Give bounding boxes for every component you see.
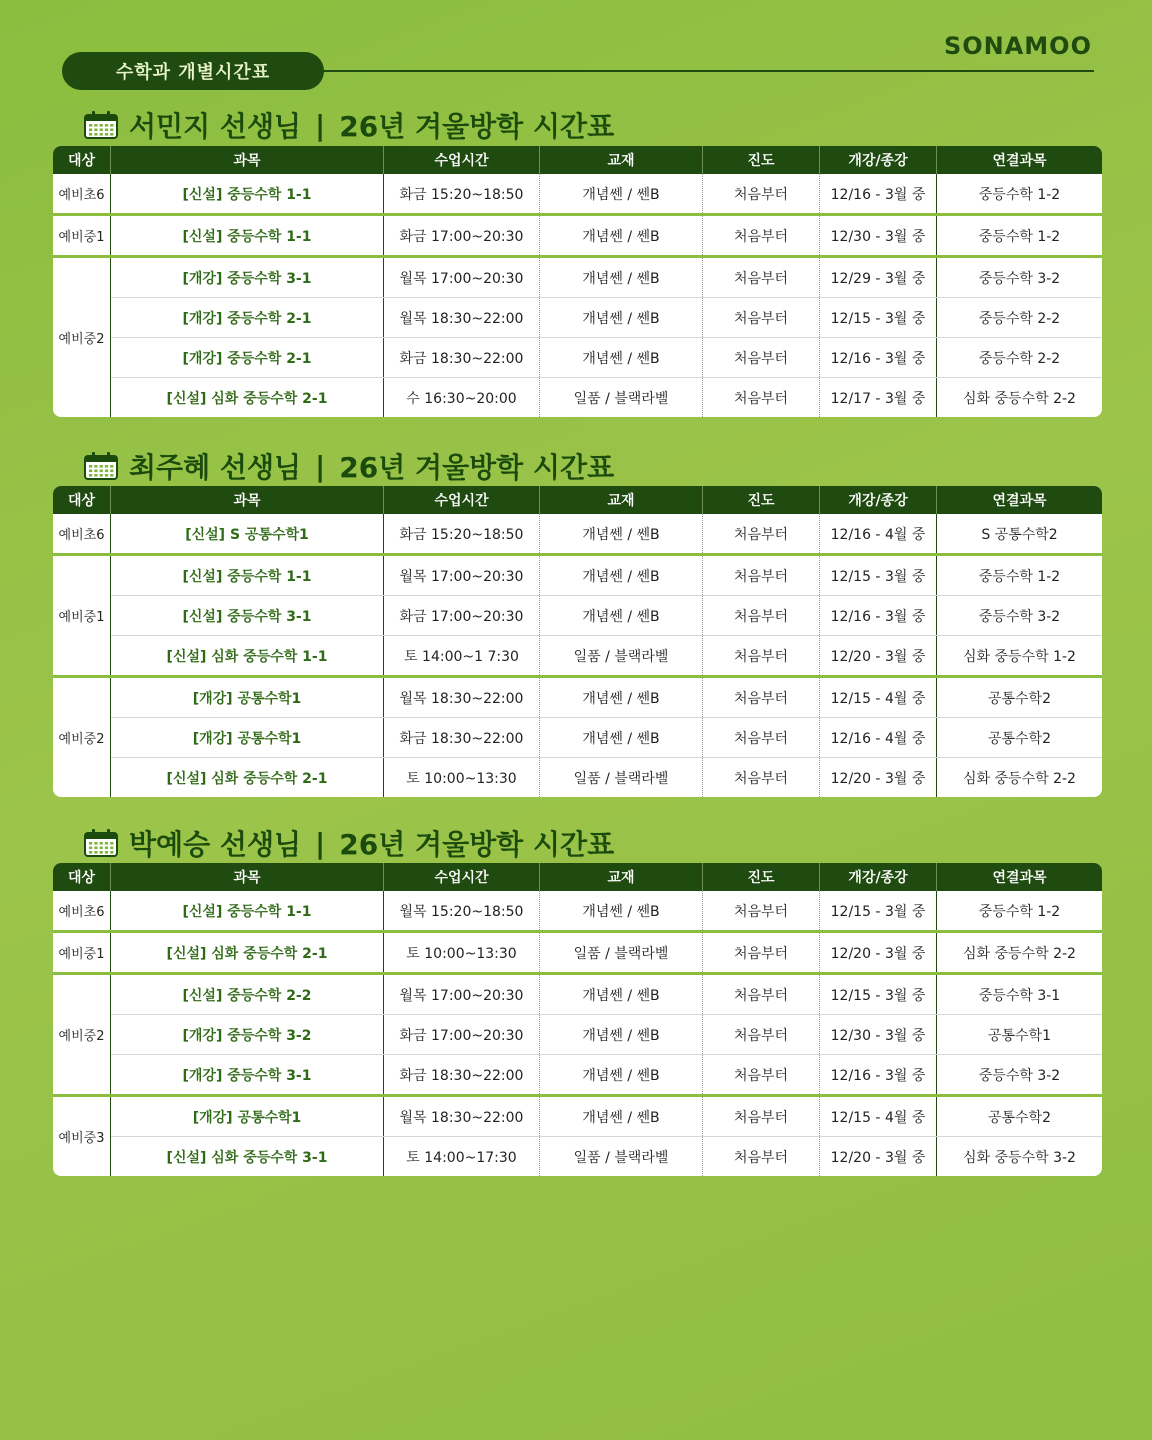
column-header: 교재	[540, 863, 703, 891]
table-cell: 화금 17:00~20:30	[384, 596, 540, 635]
teacher-name: 서민지 선생님	[129, 110, 302, 143]
column-header: 진도	[703, 486, 820, 514]
table-cell: [신설] 심화 중등수학 2-1	[111, 933, 384, 972]
table-cell: [신설] 중등수학 3-1	[111, 596, 384, 635]
column-header: 진도	[703, 146, 820, 174]
table-cell: 월목 18:30~22:00	[384, 1097, 540, 1136]
group-rows	[111, 514, 1102, 553]
table-cell: [개강] 공통수학1	[111, 678, 384, 717]
column-header: 수업시간	[384, 486, 540, 514]
table-row	[111, 377, 1102, 417]
column-header: 연결과목	[992, 153, 1047, 169]
table-row	[111, 891, 1102, 930]
table-cell: [신설] 중등수학 1-1	[111, 891, 384, 930]
table-cell: 처음부터	[703, 1097, 820, 1136]
target-cell: 예비중1	[53, 216, 111, 255]
brand-logo: SONAMOO	[943, 32, 1092, 60]
group-rows	[111, 891, 1102, 930]
schedule-subtitle: 26년 겨울방학 시간표	[339, 828, 615, 861]
table-cell: 중등수학 3-2	[978, 608, 1061, 625]
table-cell: [개강] 중등수학 3-1	[111, 258, 384, 297]
table-row	[111, 556, 1102, 595]
column-header: 과목	[111, 863, 384, 891]
table-cell: 월목 18:30~22:00	[384, 678, 540, 717]
table-cell: 12/30 - 3월 중	[820, 216, 937, 255]
table-cell: 처음부터	[703, 1137, 820, 1176]
table-cell: 화금 17:00~20:30	[384, 216, 540, 255]
table-row	[111, 595, 1102, 635]
table-cell: 공통수학1	[987, 1027, 1051, 1044]
table-cell: [개강] 중등수학 3-2	[111, 1015, 384, 1054]
divider	[317, 70, 1094, 72]
table-group	[53, 553, 1102, 675]
group-rows	[111, 216, 1102, 255]
table-cell: [신설] 중등수학 2-2	[111, 975, 384, 1014]
top-bar	[62, 52, 1094, 92]
table-cell: 토 14:00~17:30	[384, 1137, 540, 1176]
table-cell: 화금 18:30~22:00	[384, 1055, 540, 1094]
table-row	[111, 297, 1102, 337]
table-cell: [신설] 중등수학 1-1	[111, 174, 384, 213]
table-cell: 개념쎈 / 쎈B	[540, 1055, 703, 1094]
table-cell: 처음부터	[703, 514, 820, 553]
table-row	[111, 1014, 1102, 1054]
schedule-subtitle: 26년 겨울방학 시간표	[339, 451, 615, 484]
table-cell: 12/20 - 3월 중	[820, 933, 937, 972]
table-cell: 12/15 - 4월 중	[820, 678, 937, 717]
table-row	[111, 174, 1102, 213]
table-cell: [개강] 공통수학1	[111, 718, 384, 757]
table-cell: 개념쎈 / 쎈B	[540, 298, 703, 337]
table-cell: 12/16 - 3월 중	[820, 596, 937, 635]
table-cell: 12/16 - 3월 중	[820, 1055, 937, 1094]
group-rows	[111, 678, 1102, 797]
table-cell: 처음부터	[703, 975, 820, 1014]
table-cell: [신설] S 공통수학1	[111, 514, 384, 553]
table-cell: 개념쎈 / 쎈B	[540, 1097, 703, 1136]
table-cell: 개념쎈 / 쎈B	[540, 718, 703, 757]
column-header: 수업시간	[384, 863, 540, 891]
target-cell: 예비중1	[53, 933, 111, 972]
schedule-table	[53, 486, 1102, 797]
column-header: 대상	[53, 146, 111, 174]
column-header: 과목	[111, 146, 384, 174]
table-cell: 처음부터	[703, 891, 820, 930]
table-row	[111, 258, 1102, 297]
section-title	[83, 823, 614, 863]
column-header: 교재	[540, 486, 703, 514]
table-row	[111, 757, 1102, 797]
table-cell: 12/16 - 3월 중	[820, 174, 937, 213]
table-row	[111, 975, 1102, 1014]
section-title	[83, 446, 614, 486]
column-header: 연결과목	[992, 493, 1047, 509]
table-cell: 개념쎈 / 쎈B	[540, 975, 703, 1014]
target-cell: 예비중1	[53, 556, 111, 675]
calendar-icon	[83, 110, 119, 140]
column-header: 대상	[53, 863, 111, 891]
table-cell: 토 10:00~13:30	[384, 933, 540, 972]
table-cell: 처음부터	[703, 216, 820, 255]
table-cell: 12/20 - 3월 중	[820, 1137, 937, 1176]
table-cell: [신설] 심화 중등수학 2-1	[111, 758, 384, 797]
table-row	[111, 337, 1102, 377]
table-cell: 12/15 - 4월 중	[820, 1097, 937, 1136]
table-cell: 개념쎈 / 쎈B	[540, 338, 703, 377]
table-cell: S 공통수학2	[981, 526, 1058, 543]
table-cell: [신설] 중등수학 1-1	[111, 216, 384, 255]
column-header: 수업시간	[384, 146, 540, 174]
table-cell: 토 10:00~13:30	[384, 758, 540, 797]
group-rows	[111, 174, 1102, 213]
table-cell: 12/16 - 3월 중	[820, 338, 937, 377]
table-cell: 일품 / 블랙라벨	[540, 758, 703, 797]
table-cell: [신설] 심화 중등수학 1-1	[111, 636, 384, 675]
group-rows	[111, 556, 1102, 675]
table-cell: [개강] 공통수학1	[111, 1097, 384, 1136]
target-cell: 예비초6	[53, 514, 111, 553]
table-row	[111, 933, 1102, 972]
table-cell: 개념쎈 / 쎈B	[540, 556, 703, 595]
table-header	[53, 146, 1102, 174]
title-separator: |	[315, 826, 326, 860]
table-row	[111, 678, 1102, 717]
schedule-table	[53, 863, 1102, 1176]
column-header: 연결과목	[992, 870, 1047, 886]
table-cell: 심화 중등수학 2-2	[963, 390, 1076, 407]
table-cell: 월목 18:30~22:00	[384, 298, 540, 337]
table-cell: 처음부터	[703, 378, 820, 417]
table-cell: 일품 / 블랙라벨	[540, 1137, 703, 1176]
group-rows	[111, 975, 1102, 1094]
table-cell: 심화 중등수학 3-2	[963, 1149, 1076, 1166]
teacher-name: 박예승 선생님	[129, 828, 302, 861]
table-cell: 월목 15:20~18:50	[384, 891, 540, 930]
table-row	[111, 1054, 1102, 1094]
table-cell: 중등수학 1-2	[978, 228, 1061, 245]
column-header: 대상	[53, 486, 111, 514]
table-cell: 처음부터	[703, 718, 820, 757]
table-cell: 월목 17:00~20:30	[384, 975, 540, 1014]
table-cell: 12/16 - 4월 중	[820, 514, 937, 553]
group-rows	[111, 258, 1102, 417]
column-header: 과목	[111, 486, 384, 514]
table-cell: 처음부터	[703, 556, 820, 595]
table-cell: 공통수학2	[987, 730, 1051, 747]
table-cell: 처음부터	[703, 933, 820, 972]
table-cell: 심화 중등수학 2-2	[963, 770, 1076, 787]
table-row	[111, 1097, 1102, 1136]
table-cell: 처음부터	[703, 596, 820, 635]
table-cell: 처음부터	[703, 338, 820, 377]
table-header	[53, 486, 1102, 514]
table-cell: 공통수학2	[987, 1109, 1051, 1126]
column-header: 개강/종강	[820, 863, 937, 891]
table-group	[53, 174, 1102, 213]
column-header: 교재	[540, 146, 703, 174]
table-cell: 중등수학 1-2	[978, 568, 1061, 585]
table-cell: 처음부터	[703, 1015, 820, 1054]
table-cell: 12/15 - 3월 중	[820, 891, 937, 930]
table-cell: 일품 / 블랙라벨	[540, 636, 703, 675]
table-cell: 일품 / 블랙라벨	[540, 378, 703, 417]
table-cell: 심화 중등수학 1-2	[963, 648, 1076, 665]
table-cell: 개념쎈 / 쎈B	[540, 174, 703, 213]
table-cell: 처음부터	[703, 678, 820, 717]
table-group	[53, 514, 1102, 553]
target-cell: 예비중2	[53, 975, 111, 1094]
table-cell: 중등수학 1-2	[978, 903, 1061, 920]
group-rows	[111, 1097, 1102, 1176]
table-cell: 개념쎈 / 쎈B	[540, 216, 703, 255]
table-cell: 심화 중등수학 2-2	[963, 945, 1076, 962]
table-group	[53, 891, 1102, 930]
table-cell: [신설] 중등수학 1-1	[111, 556, 384, 595]
table-cell: [신설] 심화 중등수학 3-1	[111, 1137, 384, 1176]
table-group	[53, 213, 1102, 255]
calendar-icon	[83, 828, 119, 858]
table-row	[111, 216, 1102, 255]
table-cell: 개념쎈 / 쎈B	[540, 514, 703, 553]
calendar-icon	[83, 451, 119, 481]
column-header: 진도	[703, 863, 820, 891]
table-cell: 화금 15:20~18:50	[384, 514, 540, 553]
table-cell: 처음부터	[703, 758, 820, 797]
table-cell: 12/15 - 3월 중	[820, 975, 937, 1014]
table-cell: 12/20 - 3월 중	[820, 636, 937, 675]
table-cell: 12/15 - 3월 중	[820, 298, 937, 337]
table-header	[53, 863, 1102, 891]
table-group	[53, 1094, 1102, 1176]
schedule-table	[53, 146, 1102, 417]
table-cell: 12/15 - 3월 중	[820, 556, 937, 595]
table-cell: 12/20 - 3월 중	[820, 758, 937, 797]
table-group	[53, 255, 1102, 417]
table-cell: 개념쎈 / 쎈B	[540, 596, 703, 635]
table-row	[111, 717, 1102, 757]
table-cell: 처음부터	[703, 174, 820, 213]
table-cell: 처음부터	[703, 636, 820, 675]
table-cell: 화금 18:30~22:00	[384, 718, 540, 757]
schedule-subtitle: 26년 겨울방학 시간표	[339, 110, 615, 143]
table-cell: 처음부터	[703, 298, 820, 337]
table-cell: 일품 / 블랙라벨	[540, 933, 703, 972]
table-cell: 처음부터	[703, 258, 820, 297]
page-badge: 수학과 개별시간표	[62, 52, 324, 90]
column-header: 개강/종강	[820, 146, 937, 174]
table-group	[53, 930, 1102, 972]
table-cell: 중등수학 2-2	[978, 350, 1061, 367]
target-cell: 예비중2	[53, 258, 111, 417]
table-cell: 12/30 - 3월 중	[820, 1015, 937, 1054]
table-cell: 월목 17:00~20:30	[384, 556, 540, 595]
table-cell: 화금 15:20~18:50	[384, 174, 540, 213]
section-title	[83, 105, 614, 145]
table-cell: [개강] 중등수학 2-1	[111, 298, 384, 337]
table-cell: 12/16 - 4월 중	[820, 718, 937, 757]
table-cell: 개념쎈 / 쎈B	[540, 678, 703, 717]
target-cell: 예비중2	[53, 678, 111, 797]
title-separator: |	[315, 108, 326, 142]
table-cell: 12/17 - 3월 중	[820, 378, 937, 417]
table-cell: 중등수학 3-2	[978, 270, 1061, 287]
table-cell: 공통수학2	[987, 690, 1051, 707]
table-cell: 개념쎈 / 쎈B	[540, 258, 703, 297]
table-cell: 중등수학 3-2	[978, 1067, 1061, 1084]
table-cell: 중등수학 3-1	[978, 987, 1061, 1004]
table-cell: [신설] 심화 중등수학 2-1	[111, 378, 384, 417]
table-cell: [개강] 중등수학 3-1	[111, 1055, 384, 1094]
title-separator: |	[315, 449, 326, 483]
table-cell: 수 16:30~20:00	[384, 378, 540, 417]
column-header: 개강/종강	[820, 486, 937, 514]
table-cell: 중등수학 2-2	[978, 310, 1061, 327]
table-cell: [개강] 중등수학 2-1	[111, 338, 384, 377]
table-cell: 토 14:00~1 7:30	[384, 636, 540, 675]
table-cell: 처음부터	[703, 1055, 820, 1094]
table-cell: 12/29 - 3월 중	[820, 258, 937, 297]
table-cell: 개념쎈 / 쎈B	[540, 1015, 703, 1054]
table-cell: 중등수학 1-2	[978, 186, 1061, 203]
table-cell: 개념쎈 / 쎈B	[540, 891, 703, 930]
table-row	[111, 1136, 1102, 1176]
table-cell: 화금 18:30~22:00	[384, 338, 540, 377]
group-rows	[111, 933, 1102, 972]
target-cell: 예비초6	[53, 891, 111, 930]
target-cell: 예비중3	[53, 1097, 111, 1176]
table-cell: 월목 17:00~20:30	[384, 258, 540, 297]
table-row	[111, 635, 1102, 675]
table-group	[53, 675, 1102, 797]
teacher-name: 최주혜 선생님	[129, 451, 302, 484]
target-cell: 예비초6	[53, 174, 111, 213]
table-group	[53, 972, 1102, 1094]
table-cell: 화금 17:00~20:30	[384, 1015, 540, 1054]
table-row	[111, 514, 1102, 553]
